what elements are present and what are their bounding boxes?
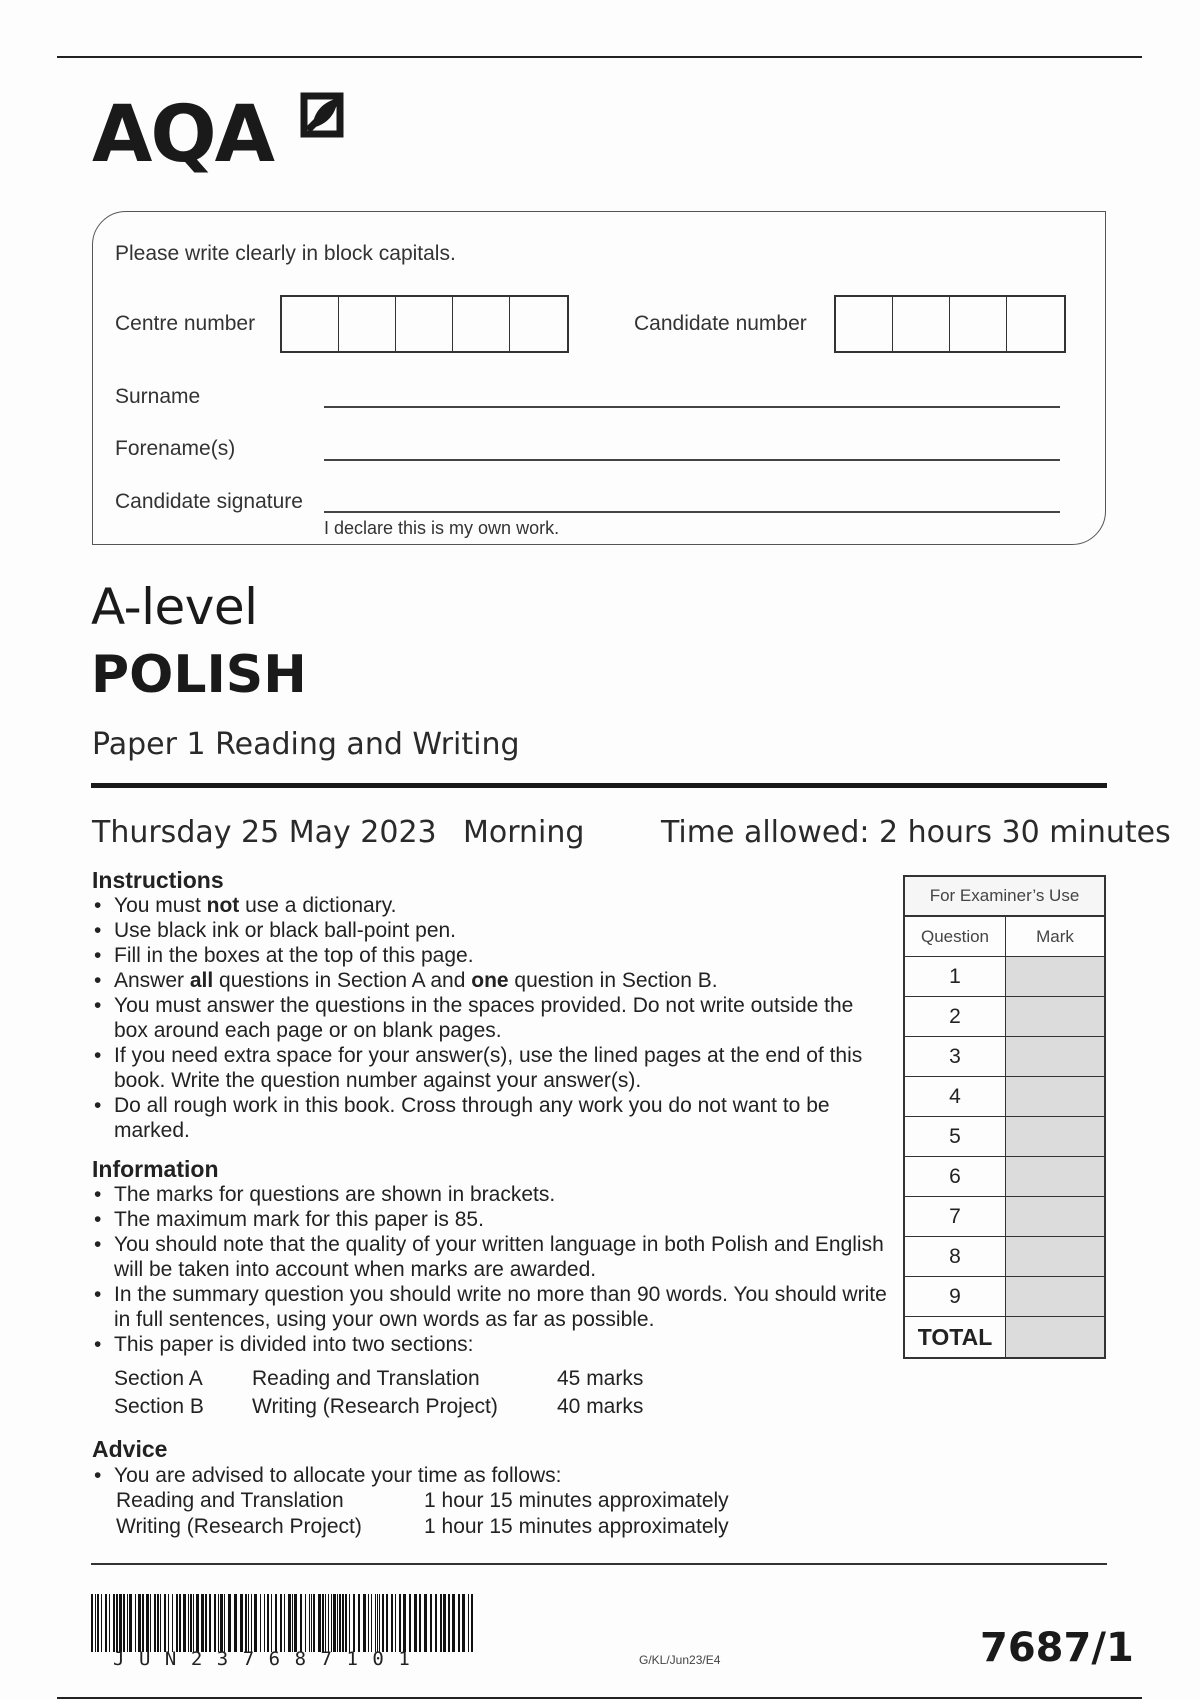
question-column-header: Question (905, 917, 1006, 956)
exam-date: Thursday 25 May 2023 (92, 815, 437, 850)
examiner-row (905, 1037, 1104, 1077)
instruction-item: • You must answer the questions in the spaces provided. Do not write outside the box around each page or on blank pages. (92, 993, 882, 1043)
instruction-item: • If you need extra space for your answer(s), use the lined pages at the end of this book. Write the question number against your answer(s). (92, 1043, 882, 1093)
examiner-row (905, 1277, 1104, 1317)
surname-field[interactable] (324, 406, 1060, 408)
question-number: 5 (905, 1117, 1006, 1156)
mark-cell (1006, 1117, 1104, 1156)
question-number: 6 (905, 1157, 1006, 1196)
candidate-digit-box[interactable] (836, 297, 893, 351)
question-number: 8 (905, 1237, 1006, 1276)
candidate-digit-box[interactable] (1007, 297, 1064, 351)
signature-field[interactable] (324, 511, 1060, 513)
section-row (114, 1365, 643, 1393)
mark-cell (1006, 1277, 1104, 1316)
centre-digit-box[interactable] (510, 297, 567, 351)
advice-list (92, 1463, 882, 1488)
instruction-item: • Use black ink or black ball-point pen. (92, 918, 882, 943)
total-mark-cell (1006, 1317, 1104, 1357)
question-number: 4 (905, 1077, 1006, 1116)
examiner-row (905, 1157, 1104, 1197)
question-number: 9 (905, 1277, 1006, 1316)
information-list (92, 1182, 904, 1357)
time-allocation-table (116, 1488, 729, 1540)
candidate-digit-box[interactable] (893, 297, 950, 351)
examiner-use-table (903, 875, 1106, 1359)
mark-column-header: Mark (1006, 917, 1104, 956)
examiner-row (905, 957, 1104, 997)
mark-cell (1006, 1077, 1104, 1116)
aqa-leaf-icon (300, 88, 346, 142)
candidate-number-boxes[interactable] (834, 295, 1066, 353)
centre-number-label: Centre number (115, 312, 256, 335)
instructions-list (92, 893, 882, 1143)
examiner-table-title: For Examiner’s Use (905, 877, 1104, 917)
surname-label: Surname (115, 385, 201, 408)
allocation-task: Reading and Translation (116, 1489, 344, 1512)
examiner-row (905, 997, 1104, 1037)
forenames-field[interactable] (324, 459, 1060, 461)
paper-title: Paper 1 Reading and Writing (92, 727, 520, 762)
mark-cell (1006, 1237, 1104, 1276)
examiner-row (905, 1237, 1104, 1277)
barcode (91, 1594, 476, 1652)
candidate-number-label: Candidate number (634, 312, 807, 335)
information-item: • The marks for questions are shown in brackets. (92, 1182, 904, 1207)
instruction-item: • Do all rough work in this book. Cross through any work you do not want to be marked. (92, 1093, 882, 1143)
mark-cell (1006, 1037, 1104, 1076)
instruction-item: • Answer all questions in Section A and one question in Section B. (92, 968, 882, 993)
advice-heading: Advice (92, 1436, 168, 1462)
section-title: Reading and Translation (252, 1367, 480, 1390)
question-number: 2 (905, 997, 1006, 1036)
advice-item: • You are advised to allocate your time as follows: (92, 1463, 882, 1488)
footer-rule (91, 1563, 1107, 1565)
question-number: 7 (905, 1197, 1006, 1236)
question-number: 1 (905, 957, 1006, 996)
centre-digit-box[interactable] (453, 297, 510, 351)
signature-label: Candidate signature (115, 490, 303, 513)
allocation-row (116, 1514, 729, 1540)
examiner-total-row (905, 1317, 1104, 1357)
allocation-time: 1 hour 15 minutes approximately (424, 1515, 729, 1538)
instructions-heading: Instructions (92, 867, 224, 893)
mark-cell (1006, 1197, 1104, 1236)
forenames-label: Forename(s) (115, 437, 236, 460)
mark-cell (1006, 1157, 1104, 1196)
examiner-table-header (905, 917, 1104, 957)
allocation-task: Writing (Research Project) (116, 1515, 362, 1538)
information-item: • The maximum mark for this paper is 85. (92, 1207, 904, 1232)
mark-cell (1006, 997, 1104, 1036)
information-item: • In the summary question you should write no more than 90 words. You should write in full sentences, using your own words as far as possible. (92, 1282, 904, 1332)
allocation-row (116, 1488, 729, 1514)
block-capitals-prompt: Please write clearly in block capitals. (115, 242, 456, 265)
section-row (114, 1393, 643, 1421)
mark-cell (1006, 957, 1104, 996)
sections-table (114, 1365, 643, 1421)
qualification-level: A-level (91, 578, 258, 636)
time-allowed: Time allowed: 2 hours 30 minutes (661, 815, 1171, 850)
examiner-row (905, 1197, 1104, 1237)
information-heading: Information (92, 1156, 219, 1182)
bottom-rule (57, 1697, 1142, 1699)
paper-code: 7687/1 (980, 1625, 1134, 1671)
total-label: TOTAL (905, 1317, 1006, 1357)
examiner-row (905, 1117, 1104, 1157)
subject-title: POLISH (91, 645, 307, 705)
candidate-digit-box[interactable] (950, 297, 1007, 351)
allocation-time: 1 hour 15 minutes approximately (424, 1489, 729, 1512)
declaration-text: I declare this is my own work. (324, 518, 560, 538)
section-name: Section A (114, 1367, 203, 1390)
information-item: • You should note that the quality of your written language in both Polish and English will be taken into account when marks are awarded. (92, 1232, 904, 1282)
top-rule (57, 56, 1142, 58)
document-reference: G/KL/Jun23/E4 (639, 1653, 721, 1667)
instruction-item: • You must not use a dictionary. (92, 893, 882, 918)
exam-session: Morning (463, 815, 585, 850)
information-item: • This paper is divided into two sections: (92, 1332, 904, 1357)
section-name: Section B (114, 1395, 204, 1418)
section-marks: 45 marks (557, 1367, 644, 1390)
examiner-row (905, 1077, 1104, 1117)
section-title: Writing (Research Project) (252, 1395, 498, 1418)
centre-digit-box[interactable] (282, 297, 339, 351)
question-number: 3 (905, 1037, 1006, 1076)
centre-digit-box[interactable] (339, 297, 396, 351)
centre-number-boxes[interactable] (280, 295, 569, 353)
aqa-logo: AQA (92, 88, 352, 178)
instruction-item: • Fill in the boxes at the top of this page. (92, 943, 882, 968)
title-divider (91, 783, 1107, 788)
centre-digit-box[interactable] (396, 297, 453, 351)
section-marks: 40 marks (557, 1395, 644, 1418)
barcode-text: JUN237687101 (113, 1648, 425, 1670)
